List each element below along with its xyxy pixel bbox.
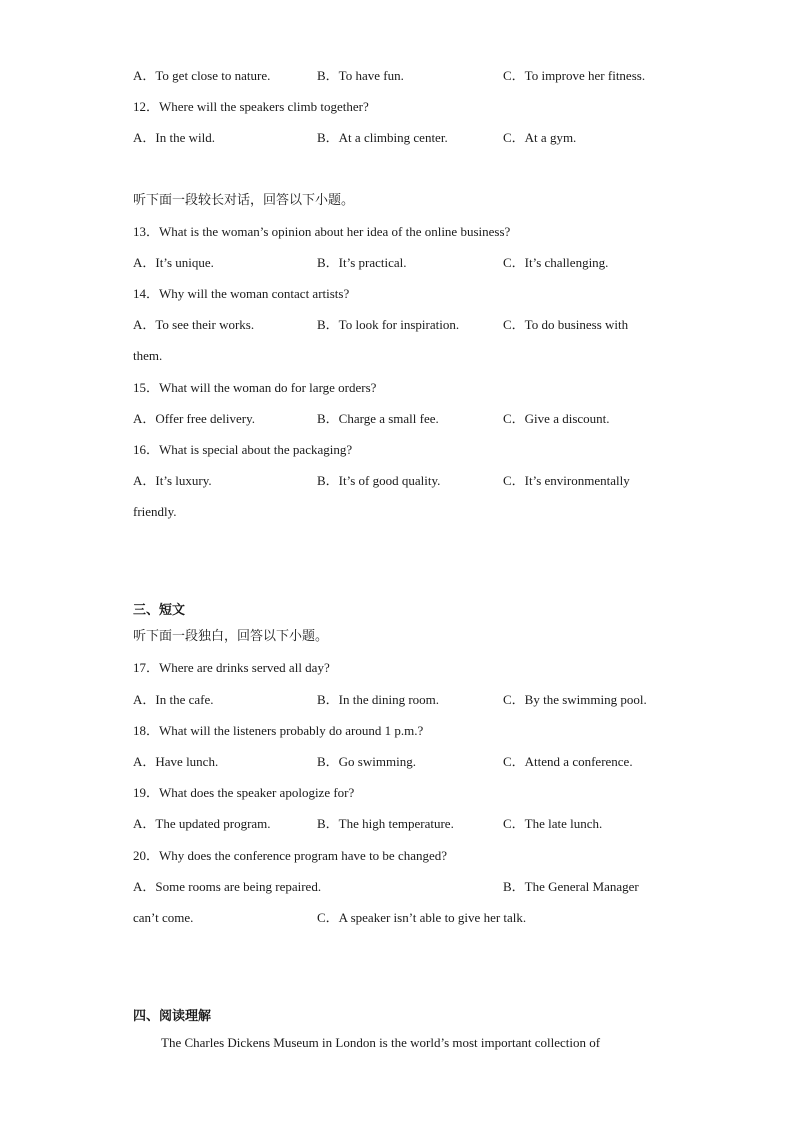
option-c: C．To improve her fitness. <box>503 68 646 83</box>
option-c: C．By the swimming pool. <box>503 692 647 707</box>
option-b: B．To look for inspiration. <box>317 317 460 332</box>
option-a: A．It’s luxury. <box>133 473 212 488</box>
option-c: C．The late lunch. <box>503 816 603 831</box>
option-b: B．To have fun. <box>317 68 404 83</box>
option-b: B．The high temperature. <box>317 816 454 831</box>
question-17-stem: 17．Where are drinks served all day? <box>133 660 330 675</box>
option-c: C．It’s challenging. <box>503 255 609 270</box>
question-18-stem: 18．What will the listeners probably do around 1 p.m.? <box>133 723 424 738</box>
option-b: B．The General Manager <box>503 879 639 894</box>
question-15-stem: 15．What will the woman do for large orders? <box>133 380 377 395</box>
option-c: C．To do business with <box>503 317 629 332</box>
option-a: A．Some rooms are being repaired. <box>133 879 322 894</box>
option-c: C．It’s environmentally <box>503 473 630 488</box>
option-a: A．Offer free delivery. <box>133 411 255 426</box>
question-14-stem: 14．Why will the woman contact artists? <box>133 286 350 301</box>
instruction-monologue: 听下面一段独白，回答以下小题。 <box>133 629 329 644</box>
option-c: C．Attend a conference. <box>503 754 633 769</box>
option-a: A．In the cafe. <box>133 692 214 707</box>
option-continuation: them. <box>133 348 163 363</box>
option-b: B．At a climbing center. <box>317 130 448 145</box>
option-b: B．It’s practical. <box>317 255 407 270</box>
option-a: A．To get close to nature. <box>133 68 271 83</box>
option-c: C．At a gym. <box>503 130 577 145</box>
option-a: A．The updated program. <box>133 816 271 831</box>
option-a: A．In the wild. <box>133 130 215 145</box>
question-19-stem: 19．What does the speaker apologize for? <box>133 785 355 800</box>
question-20-stem: 20．Why does the conference program have to be changed? <box>133 848 448 863</box>
option-continuation: friendly. <box>133 504 177 519</box>
section-4-heading: 四、阅读理解 <box>133 1009 212 1024</box>
reading-passage-first-line: The Charles Dickens Museum in London is the world’s most important collection of <box>161 1035 601 1050</box>
option-a: A．Have lunch. <box>133 754 219 769</box>
question-12-stem: 12．Where will the speakers climb together? <box>133 99 369 114</box>
option-c: C．A speaker isn’t able to give her talk. <box>317 910 527 925</box>
section-3-heading: 三、短文 <box>133 603 186 618</box>
question-13-stem: 13．What is the woman’s opinion about her idea of the online business? <box>133 224 511 239</box>
option-b: B．Charge a small fee. <box>317 411 439 426</box>
option-b: B．It’s of good quality. <box>317 473 441 488</box>
option-a: A．It’s unique. <box>133 255 214 270</box>
option-b: B．Go swimming. <box>317 754 416 769</box>
option-continuation: can’t come. <box>133 910 194 925</box>
question-16-stem: 16．What is special about the packaging? <box>133 442 353 457</box>
option-a: A．To see their works. <box>133 317 255 332</box>
instruction-long-dialogue: 听下面一段较长对话，回答以下小题。 <box>133 193 355 208</box>
option-b: B．In the dining room. <box>317 692 440 707</box>
option-c: C．Give a discount. <box>503 411 610 426</box>
